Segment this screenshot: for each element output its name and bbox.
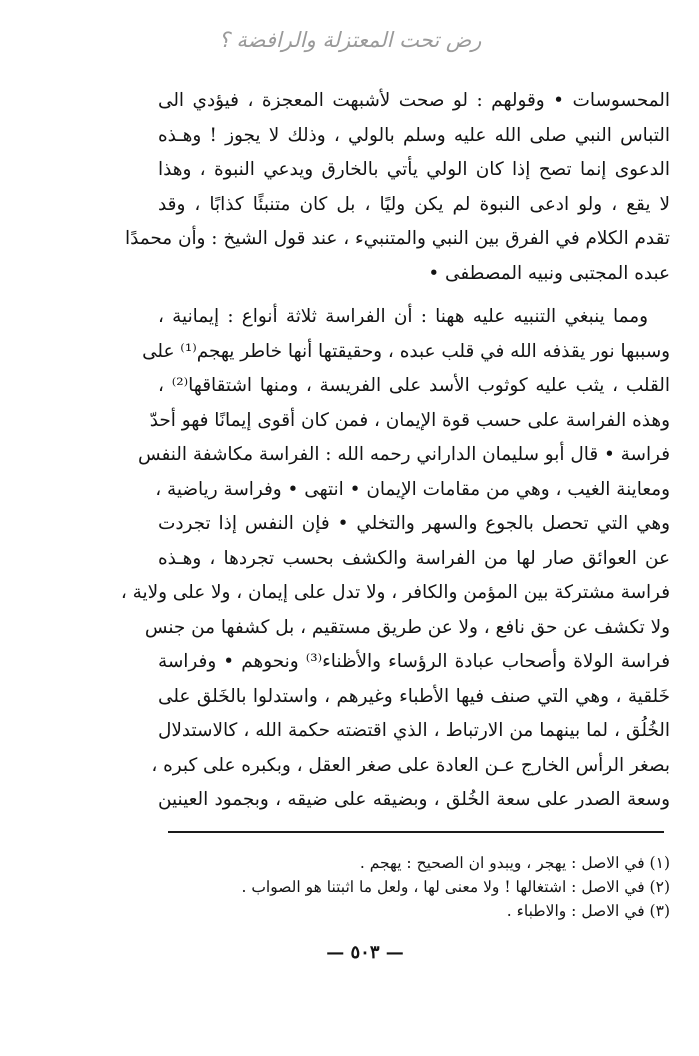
text-line — [158, 714, 670, 749]
text-line — [149, 404, 670, 439]
line-text: ومما ينبغي التنبيه عليه ههنا : أن الفراسة ثلاثة أنواع : إيمانية ، — [158, 306, 648, 327]
text-line — [120, 576, 670, 611]
line-text: الخُلُق ، لما بينهما من الارتباط ، الذي اقتضته حكمة الله ، كالاستدلال — [158, 720, 670, 741]
line-text: المحسوسات • وقولهم : لو صحت لأشبهت المعجزة ، فيؤدي الى — [158, 90, 670, 111]
footnote-1: (١) في الاصل : يهجر ، ويبدو ان الصحيح : يهجم . — [359, 854, 670, 872]
text-line — [158, 188, 670, 223]
footnote-divider — [168, 831, 664, 833]
text-line — [158, 153, 670, 188]
text-line — [155, 473, 670, 508]
line-text: القلب ، يثب عليه كوثوب الأسد على الفريسة ، ومنها اشتقاقها⁽²⁾ ، — [158, 375, 670, 396]
line-text: لا يقع ، ولو ادعى النبوة لم يكن وليًا ، بل كان متنبئًا كذابًا ، وقد — [158, 193, 670, 215]
text-line — [158, 783, 670, 818]
text-line — [151, 749, 670, 784]
text-line — [158, 119, 670, 154]
line-text: بصغر الرأس الخارج عـن العادة على صغر العقل ، وبكبره على كبره ، — [151, 754, 670, 776]
line-text: ولا تكشف عن حق نافع ، ولا عن طريق مستقيم ، بل كشفها من جنس — [144, 616, 670, 638]
text-line — [158, 680, 670, 715]
line-text: الدعوى إنما تصح إذا كان الولي يأتي بالخارق ويدعي النبوة ، وهذا — [158, 159, 670, 180]
line-text: فراسة مشتركة بين المؤمن والكافر ، ولا تدل على إيمان ، ولا على ولاية ، — [120, 582, 670, 603]
line-text: وسببها نور يقذفه الله في قلب عبده ، وحقيقتها أنها خاطر يهجم⁽¹⁾ على — [142, 340, 670, 362]
footnote-2: (٢) في الاصل : اشتغالها ! ولا معنى لها ، ولعل ما اثبتنا هو الصواب . — [241, 878, 670, 896]
line-text: عبده المجتبى ونبيه المصطفى • — [428, 262, 670, 284]
text-line — [158, 542, 670, 577]
text-line — [124, 222, 670, 257]
line-text: فراسة الولاة وأصحاب عبادة الرؤساء والأظناء⁽³⁾ ونحوهم • وفراسة — [158, 651, 670, 672]
text-line — [158, 257, 670, 292]
line-text: وهذه الفراسة على حسب قوة الإيمان ، فمن كان أقوى إيمانًا فهو أحدّ — [149, 409, 670, 431]
line-text: التباس النبي صلى الله عليه وسلم بالولي ، وذلك لا يجوز ! وهـذه — [158, 124, 670, 146]
text-line — [158, 300, 670, 335]
text-line — [158, 645, 670, 680]
line-text: وسعة الصدر على سعة الخُلق ، وبضيقه على ضيقه ، وبجمود العينين — [158, 789, 670, 810]
handwritten-header-note: رض تحت المعتزلة والرافضة ؟ — [218, 28, 482, 52]
text-line — [138, 438, 670, 473]
paragraph-2 — [120, 300, 670, 818]
line-text: فراسة • قال أبو سليمان الداراني رحمه الله : الفراسة مكاشفة النفس — [138, 444, 670, 465]
text-line — [158, 369, 670, 404]
text-line — [144, 611, 670, 646]
line-text: تقدم الكلام في الفرق بين النبي والمتنبيء ، عند قول الشيخ : وأن محمدًا — [124, 228, 670, 249]
footnotes — [241, 851, 670, 923]
page-number: — ٥٠٣ — — [326, 942, 404, 963]
paragraph-1 — [124, 84, 670, 291]
line-text: ومعاينة الغيب ، وهي من مقامات الإيمان • انتهى • وفراسة رياضية ، — [155, 478, 670, 500]
footnote-3: (٣) في الاصل : والاطباء . — [506, 902, 670, 920]
text-line — [158, 507, 670, 542]
text-line — [142, 335, 670, 370]
line-text: عن العوائق صار لها من الفراسة والكشف بحسب تجردها ، وهـذه — [158, 547, 670, 569]
text-line — [158, 84, 670, 119]
line-text: وهي التي تحصل بالجوع والسهر والتخلي • فإن النفس إذا تجردت — [158, 513, 670, 534]
line-text: خَلقية ، وهي التي صنف فيها الأطباء وغيرهم ، واستدلوا بالخَلق على — [158, 685, 670, 707]
